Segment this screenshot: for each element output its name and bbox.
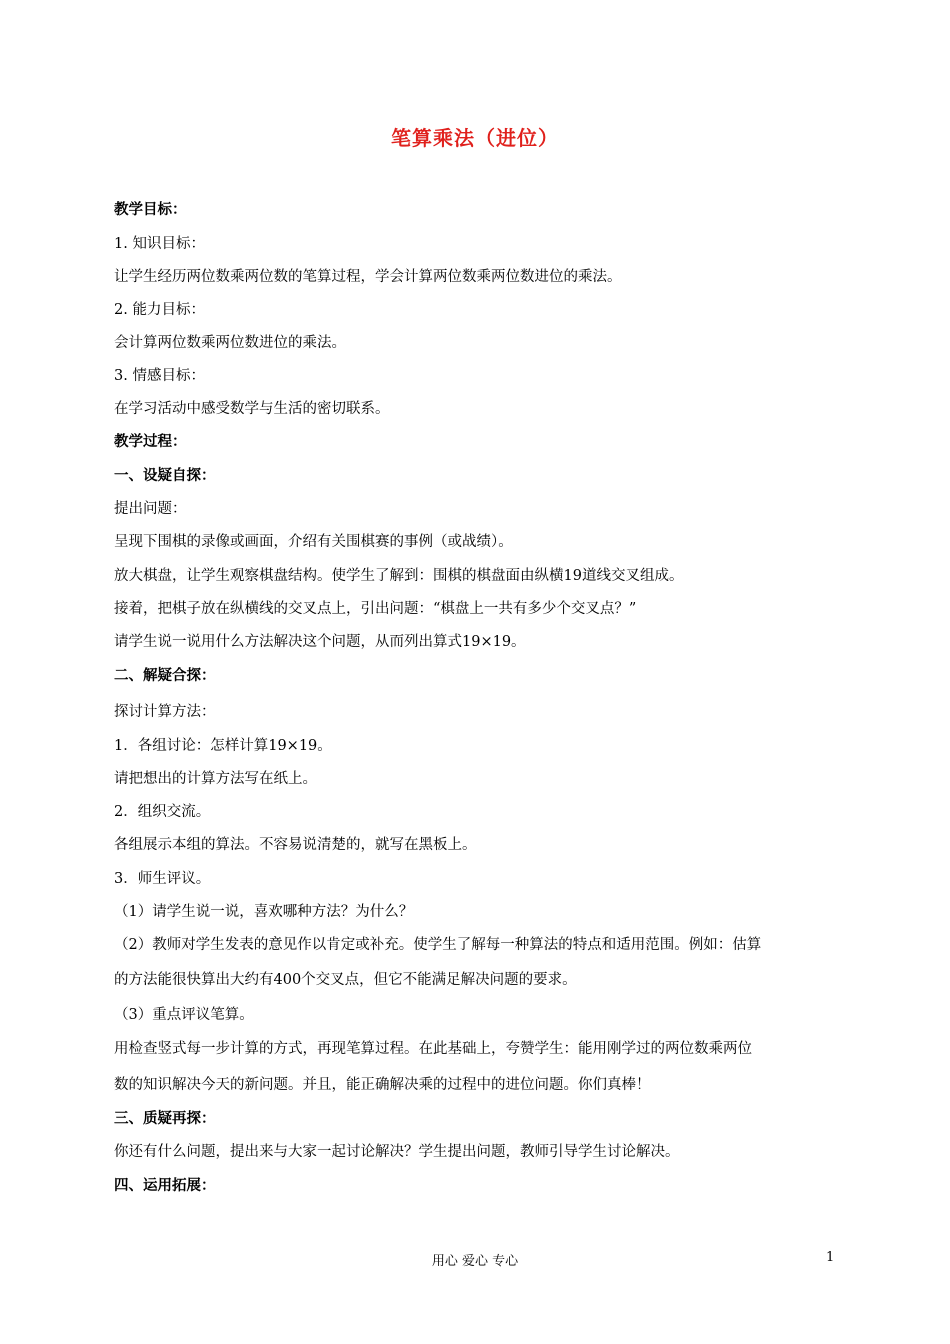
paragraph-line: 会计算两位数乘两位数进位的乘法。 <box>114 335 346 351</box>
paragraph-line: 1．各组讨论：怎样计算19×19。 <box>114 738 332 754</box>
paragraph-line: 1. 知识目标： <box>114 236 205 252</box>
page-footer: 用心 爱心 专心 <box>431 1254 519 1269</box>
paragraph-line: 3. 情感目标： <box>114 368 205 384</box>
heading-teaching-goals: 教学目标： <box>114 202 187 218</box>
paragraph-line: 接着，把棋子放在纵横线的交叉点上，引出问题：“棋盘上一共有多少个交叉点？” <box>114 601 637 617</box>
paragraph-line: （1）请学生说一说，喜欢哪种方法？为什么？ <box>114 904 414 920</box>
section-heading-3: 三、质疑再探： <box>114 1111 216 1127</box>
paragraph-line: 的方法能很快算出大约有400个交叉点，但它不能满足解决问题的要求。 <box>114 972 577 988</box>
paragraph-line: 用检查竖式每一步计算的方式，再现笔算过程。在此基础上，夸赞学生：能用刚学过的两位数乘两位 <box>114 1041 752 1057</box>
paragraph-line: 你还有什么问题，提出来与大家一起讨论解决？学生提出问题，教师引导学生讨论解决。 <box>114 1144 680 1160</box>
section-heading-4: 四、运用拓展： <box>114 1178 216 1194</box>
paragraph-line: 请学生说一说用什么方法解决这个问题，从而列出算式19×19。 <box>114 634 526 650</box>
section-heading-2: 二、解疑合探： <box>114 668 216 684</box>
paragraph-line: 3．师生评议。 <box>114 871 211 887</box>
paragraph-line: 放大棋盘，让学生观察棋盘结构。使学生了解到：围棋的棋盘面由纵横19道线交叉组成。 <box>114 568 684 584</box>
heading-teaching-process: 教学过程： <box>114 434 187 450</box>
section-heading-1: 一、设疑自探： <box>114 468 216 484</box>
paragraph-line: 让学生经历两位数乘两位数的笔算过程，学会计算两位数乘两位数进位的乘法。 <box>114 269 622 285</box>
paragraph-line: （3）重点评议笔算。 <box>114 1007 254 1023</box>
paragraph-line: 提出问题： <box>114 501 187 517</box>
document-title: 笔算乘法（进位） <box>391 126 559 150</box>
paragraph-line: 各组展示本组的算法。不容易说清楚的，就写在黑板上。 <box>114 837 477 853</box>
paragraph-line: 探讨计算方法： <box>114 704 216 720</box>
page-number: 1 <box>826 1250 835 1265</box>
paragraph-line: 2．组织交流。 <box>114 804 211 820</box>
paragraph-line: （2）教师对学生发表的意见作以肯定或补充。使学生了解每一种算法的特点和适用范围。例如：估算 <box>114 937 762 953</box>
paragraph-line: 请把想出的计算方法写在纸上。 <box>114 771 317 787</box>
paragraph-line: 数的知识解决今天的新问题。并且，能正确解决乘的过程中的进位问题。你们真棒！ <box>114 1077 651 1093</box>
paragraph-line: 在学习活动中感受数学与生活的密切联系。 <box>114 401 390 417</box>
paragraph-line: 2. 能力目标： <box>114 302 205 318</box>
paragraph-line: 呈现下围棋的录像或画面，介绍有关围棋赛的事例（或战绩）。 <box>114 534 513 550</box>
